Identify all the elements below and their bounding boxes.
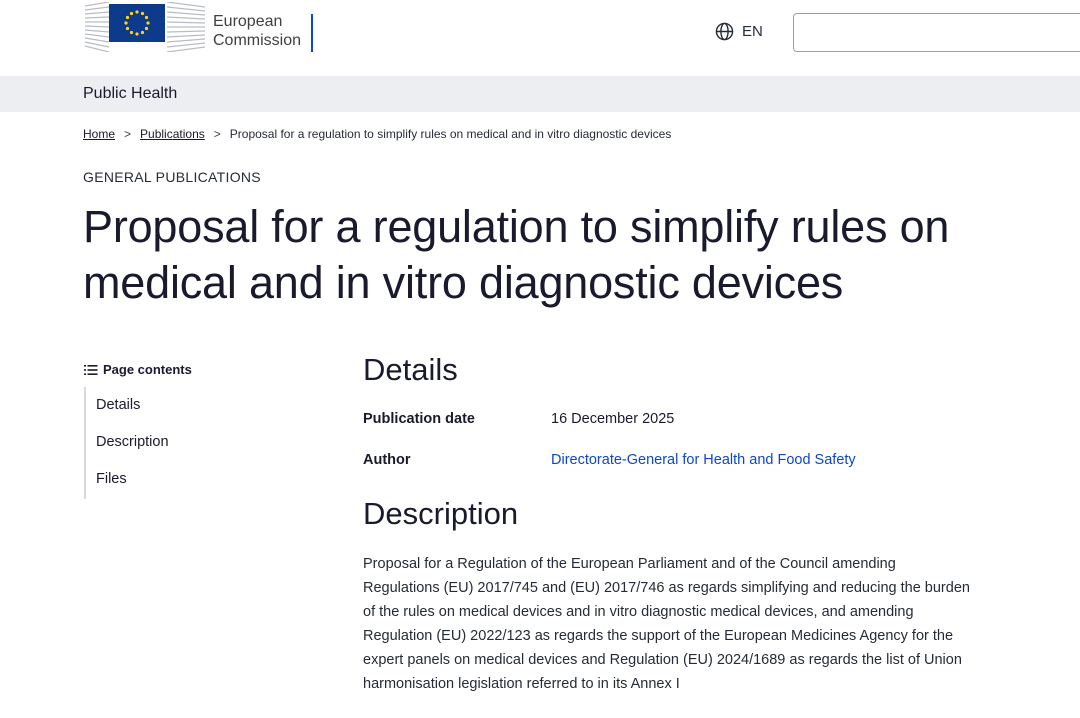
breadcrumb-publications-link[interactable]: Publications bbox=[140, 127, 205, 141]
breadcrumb-current: Proposal for a regulation to simplify rules on medical and in vitro diagnostic devices bbox=[229, 127, 672, 141]
toc-item-description[interactable]: Description bbox=[96, 434, 169, 450]
breadcrumb-home-link[interactable]: Home bbox=[83, 127, 116, 141]
european-commission-logo[interactable] bbox=[83, 0, 313, 52]
toc-item-files[interactable]: Files bbox=[96, 471, 127, 487]
page-contents-label: Page contents bbox=[103, 362, 192, 377]
publication-date-label: Publication date bbox=[363, 411, 475, 427]
author-link[interactable]: Directorate-General for Health and Food Safety bbox=[551, 452, 856, 468]
description-text: Proposal for a Regulation of the European Parliament and of the Council amending Regulations (EU) 2017/745 and (EU) 2017/746 as regards simplifying and reducing the burden of the rules on medical devices and in vitro diagnostic medical devices, and amending Regulation (EU) 2022/123 as regards the support of the European Medicines Agency for the expert panels on medical devices and Regulation (EU) 2024/1689 as regards the list of Union harmonisation legislation referred to in its Annex I bbox=[363, 556, 970, 692]
site-name-bar bbox=[0, 76, 1080, 112]
chevron-right-icon: > bbox=[124, 127, 132, 141]
logo-right-stripes-icon bbox=[167, 2, 205, 52]
breadcrumb bbox=[83, 127, 671, 141]
search-input[interactable] bbox=[793, 13, 1080, 52]
toc-item-details[interactable]: Details bbox=[96, 397, 141, 413]
description-heading: Description bbox=[363, 496, 519, 531]
page-title: Proposal for a regulation to simplify rules on medical and in vitro diagnostic devices bbox=[83, 201, 950, 308]
list-icon bbox=[84, 364, 98, 376]
language-selector[interactable] bbox=[715, 22, 763, 41]
logo-divider bbox=[311, 14, 313, 52]
site-name[interactable]: Public Health bbox=[83, 85, 178, 102]
logo-line-2: Commission bbox=[213, 32, 302, 49]
page-contents-nav bbox=[84, 387, 284, 499]
details-heading: Details bbox=[363, 352, 458, 387]
logo-text bbox=[213, 12, 301, 50]
publication-date-value: 16 December 2025 bbox=[551, 411, 675, 427]
eu-flag-icon bbox=[109, 4, 165, 42]
language-code: EN bbox=[742, 23, 763, 40]
site-header bbox=[0, 0, 1080, 76]
author-label: Author bbox=[363, 452, 411, 468]
page-kicker: GENERAL PUBLICATIONS bbox=[83, 169, 261, 185]
logo-line-1: European bbox=[213, 13, 283, 30]
page-contents-heading bbox=[84, 362, 192, 377]
globe-icon bbox=[715, 22, 734, 41]
chevron-right-icon: > bbox=[213, 127, 221, 141]
logo-left-stripes-icon bbox=[83, 2, 109, 52]
